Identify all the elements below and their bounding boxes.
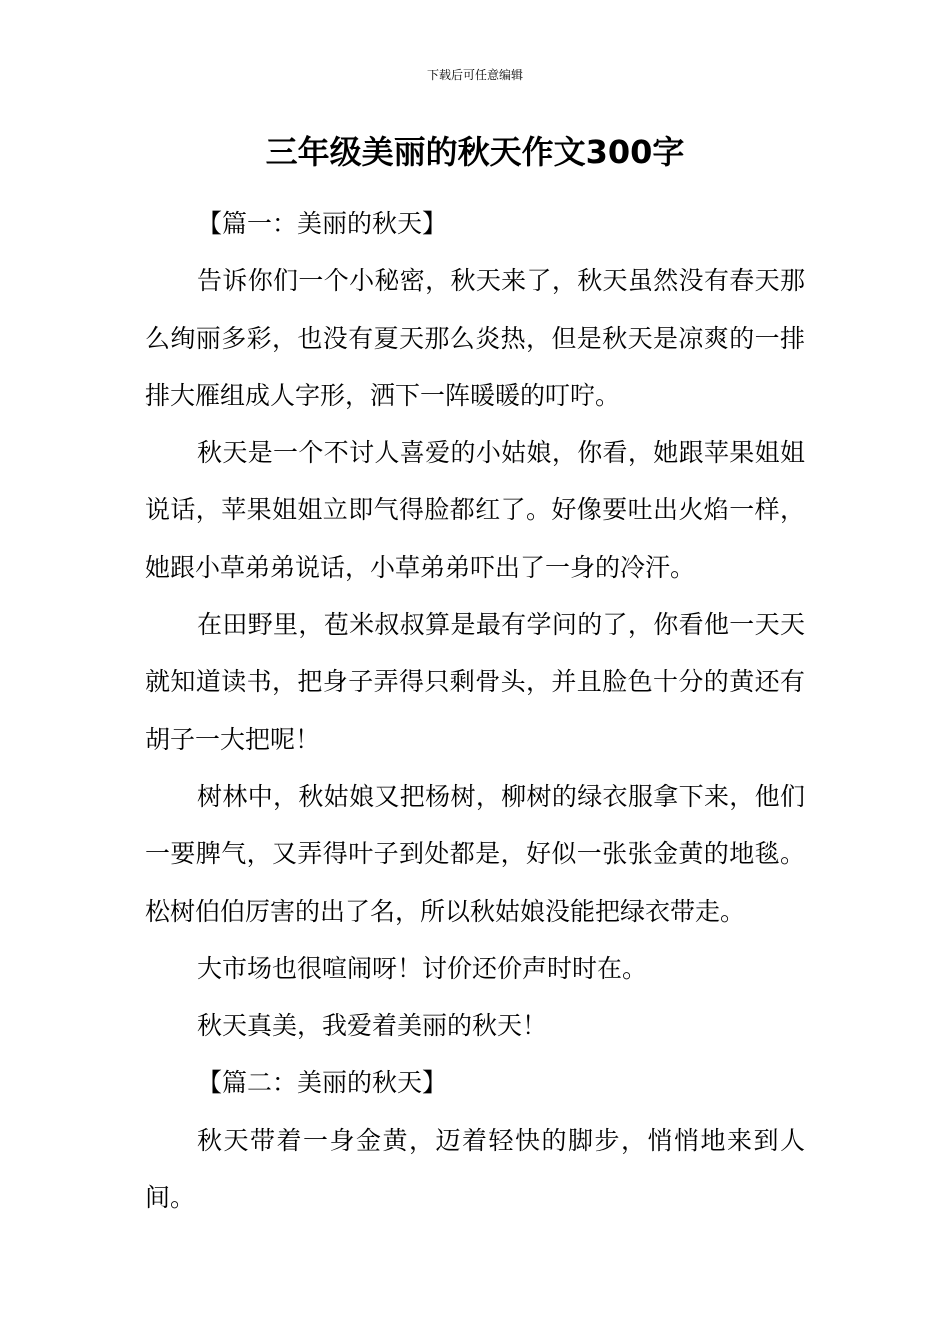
document-title: 三年级美丽的秋天作文300字 — [265, 133, 685, 171]
paragraph: 秋天是一个不讨人喜爱的小姑娘，你看，她跟苹果姐姐说话，苹果姐姐立即气得脸都红了。好像要吐出火焰一样，她跟小草弟弟说话，小草弟弟吓出了一身的冷汗。 — [145, 438, 805, 582]
header-note: 下载后可任意编辑 — [426, 68, 523, 82]
paragraph: 在田野里，苞米叔叔算是最有学问的了，你看他一天天就知道读书，把身子弄得只剩骨头，并且脸色十分的黄还有胡子一大把呢！ — [145, 610, 805, 754]
paragraph: 告诉你们一个小秘密，秋天来了，秋天虽然没有春天那么绚丽多彩，也没有夏天那么炎热，但是秋天是凉爽的一排排大雁组成人字形，洒下一阵暖暖的叮咛。 — [145, 266, 805, 410]
paragraph: 秋天带着一身金黄，迈着轻快的脚步，悄悄地来到人间。 — [145, 1125, 805, 1213]
paragraph: 树林中，秋姑娘又把杨树，柳树的绿衣服拿下来，他们一要脾气，又弄得叶子到处都是，好似一张张金黄的地毯。松树伯伯厉害的出了名，所以秋姑娘没能把绿衣带走。 — [145, 781, 805, 926]
paragraph: 秋天真美，我爱着美丽的秋天！ — [197, 1011, 548, 1041]
section-heading: 【篇一：美丽的秋天】 — [197, 209, 448, 238]
section-heading: 【篇二：美丽的秋天】 — [197, 1068, 448, 1098]
document-body — [145, 195, 805, 1226]
paragraph: 大市场也很喧闹呀！讨价还价声时时在。 — [197, 953, 648, 983]
